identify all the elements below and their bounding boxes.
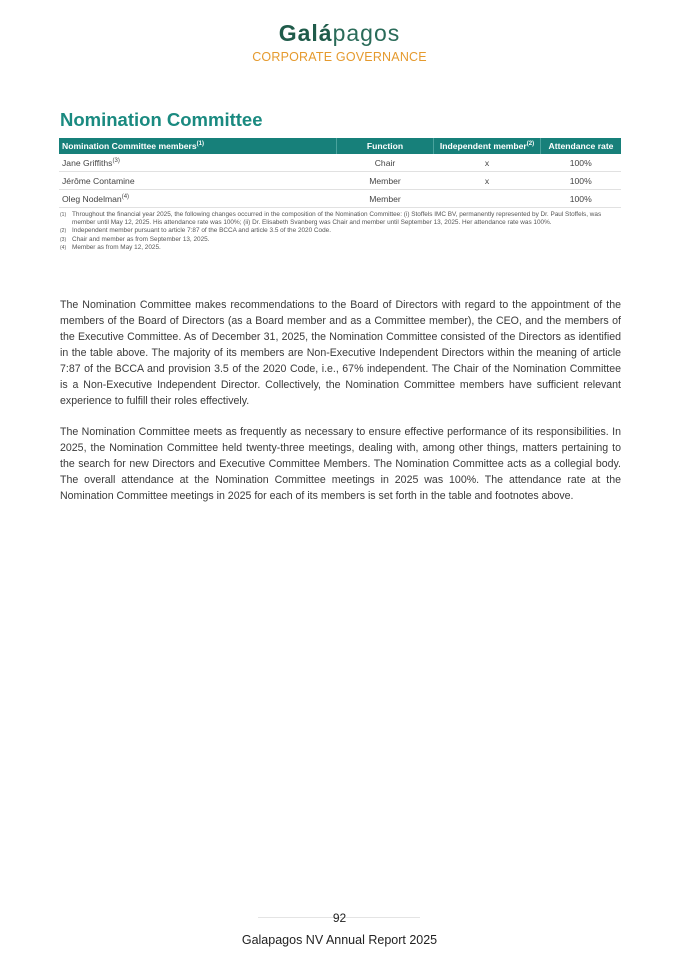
member-attendance: 100% [541, 172, 622, 190]
page-number: 92 [332, 911, 347, 925]
footnote: (3) Chair and member as from September 13, 2025. [60, 235, 210, 243]
column-header: Independent member$^{(2)}$ [434, 138, 541, 154]
page-footer [0, 909, 679, 947]
table-row [59, 190, 621, 208]
footnote: (4) Member as from May 12, 2025. [60, 243, 161, 251]
footnote: (2) Independent member pursuant to article 7:87 of the BCCA and article 3.5 of the 2020 Code. [60, 227, 331, 235]
report-title: Galapagos NV Annual Report 2025 [241, 933, 438, 947]
page-title: Nomination Committee [60, 109, 263, 130]
member-name: Oleg Nodelman$^{(4)}$ [59, 190, 337, 208]
committee-table [59, 138, 621, 208]
member-function: Chair [337, 154, 434, 172]
page-header [0, 18, 679, 64]
member-function: Member [337, 190, 434, 208]
table-row [59, 154, 621, 172]
paragraph: The Nomination Committee meets as frequently as necessary to ensure effective performance of its responsibilities. In 2025, the Nomination Committee held twenty-three meetings, dealing with, among other things, matters pertaining to the search for new Directors and Executive Committee Members. The Nomination Committee acts as a collegial body. The overall attendance at the Nomination Committee meetings in 2025 was 100%. The attendance rate at the Nomination Committee meetings in 2025 for each of its members is set forth in the table and footnotes above. [60, 426, 621, 502]
logo-bold-part: Galá [278, 20, 333, 46]
member-independent [434, 190, 541, 208]
member-name: Jane Griffiths$^{(3)}$ [59, 154, 337, 172]
paragraph: The Nomination Committee makes recommendations to the Board of Directors with regard to the appointment of the members of the Board of Directors (as a Board member and as a Committee member), the CEO, and the members of the Executive Committee. As of December 31, 2025, the Nomination Committee consisted of the Directors as identified in the table above. The majority of its members are Non-Executive Independent Directors within the meaning of article 7:87 of the BCCA and provision 3.5 of the 2020 Code, i.e., 67% independent. The Chair of the Nomination Committee is a Non-Executive Independent Director. Collectively, the Nomination Committee members have sufficient relevant experience to fulfill their roles effectively. [60, 299, 621, 407]
body-text [60, 297, 621, 519]
table-header-row [59, 138, 621, 154]
column-header: Function [337, 138, 434, 154]
footnote: (1) Throughout the financial year 2025, the following changes occurred in the composition of the Nomination Committee: (i) Stoffels IMC BV, permanently represented by Dr. Paul Stoffels, was member until May 12, 2025. His attendance rate was 100%; (ii) Dr. Elisabeth Svanberg was Chair and member until September 13, 2025. Her attendance rate was 100%. [60, 211, 602, 227]
member-attendance: 100% [541, 154, 622, 172]
column-header: Attendance rate [541, 138, 622, 154]
section-label: CORPORATE GOVERNANCE [252, 50, 427, 64]
member-attendance: 100% [541, 190, 622, 208]
member-name: Jérôme Contamine [59, 172, 337, 190]
table-row [59, 172, 621, 190]
company-logo [0, 18, 679, 48]
member-independent: x [434, 172, 541, 190]
column-header: Nomination Committee members$^{(1)}$ [59, 138, 337, 154]
table-footnotes [60, 211, 622, 252]
member-function: Member [337, 172, 434, 190]
logo-light-part: pagos [332, 20, 401, 46]
member-independent: x [434, 154, 541, 172]
